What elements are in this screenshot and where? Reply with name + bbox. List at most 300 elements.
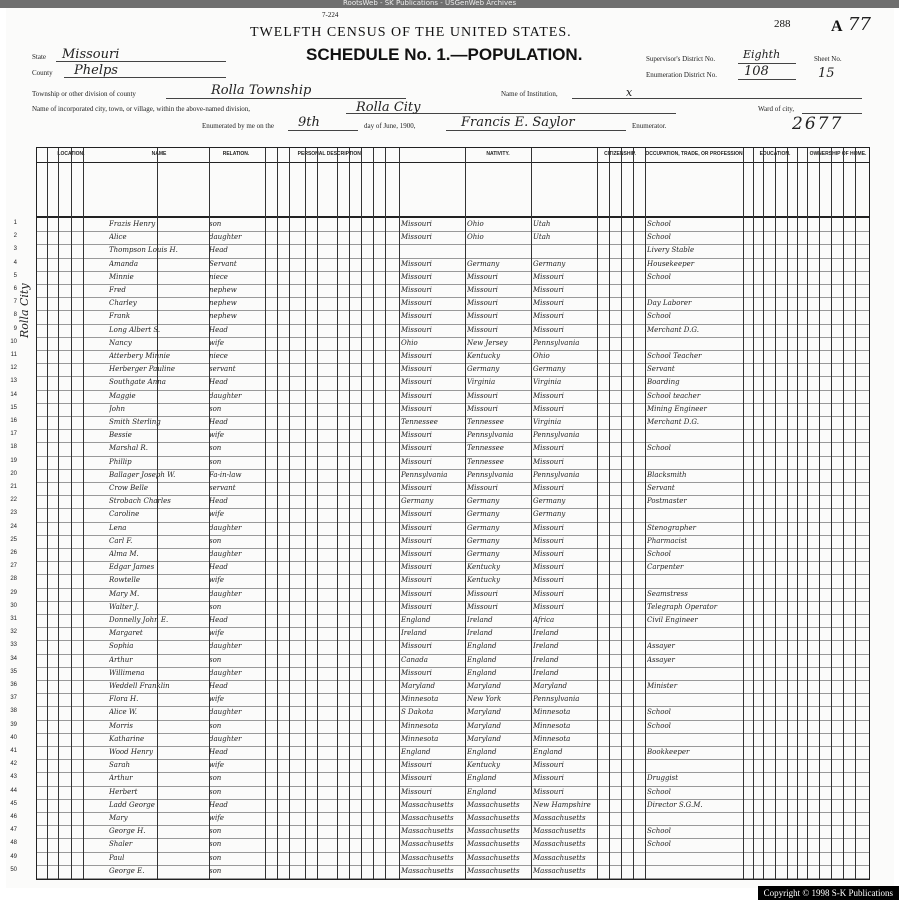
birthplace-cell: Missouri (401, 299, 432, 308)
column-rule (743, 148, 744, 879)
table-row (37, 561, 869, 574)
mother-birthplace-cell: Missouri (533, 787, 564, 796)
relation-cell: daughter (209, 668, 242, 677)
table-row (37, 825, 869, 838)
header-name: NAME (151, 151, 167, 157)
column-rule (645, 148, 646, 879)
father-birthplace-cell: Ireland (467, 616, 493, 624)
name-cell: Sarah (109, 761, 130, 770)
mother-birthplace-cell: Utah (533, 220, 551, 228)
occupation-cell: School (647, 220, 671, 228)
table-row (37, 310, 869, 323)
birthplace-cell: Missouri (401, 378, 432, 387)
birthplace-cell: Germany (401, 497, 434, 506)
line-number: 14 (10, 391, 17, 398)
relation-cell: son (209, 721, 222, 730)
mother-birthplace-cell: Missouri (533, 404, 564, 413)
father-birthplace-cell: Ohio (467, 220, 484, 228)
table-row (37, 680, 869, 693)
archive-banner (0, 0, 899, 8)
name-cell: Wood Henry (109, 748, 153, 756)
line-number: 34 (10, 655, 17, 662)
father-birthplace-cell: Missouri (467, 286, 498, 294)
mother-birthplace-cell: Germany (533, 510, 566, 519)
copyright-notice: Copyright © 1998 S-K Publications (758, 886, 899, 900)
mother-birthplace-cell: Missouri (533, 457, 564, 466)
mother-birthplace-cell: Massachusetts (533, 814, 586, 822)
relation-cell: Head (209, 682, 228, 690)
father-birthplace-cell: England (467, 787, 497, 796)
birthplace-cell: Missouri (401, 510, 432, 519)
line-number: 26 (10, 550, 17, 556)
relation-cell: son (209, 787, 222, 796)
occupation-cell: School (647, 708, 671, 717)
father-birthplace-cell: Kentucky (467, 352, 501, 360)
occupation-cell: Director S.G.M. (647, 800, 703, 809)
occupation-cell: Servant (647, 484, 675, 492)
father-birthplace-cell: Massachusetts (467, 827, 520, 836)
column-rule (289, 148, 290, 879)
mother-birthplace-cell: Missouri (533, 299, 564, 308)
line-number: 38 (10, 708, 17, 715)
birthplace-cell: Tennessee (401, 418, 438, 426)
column-rule (621, 148, 622, 879)
name-cell: George H. (109, 827, 146, 836)
father-birthplace-cell: Germany (467, 523, 500, 532)
name-cell: Arthur (109, 774, 133, 783)
birthplace-cell: Missouri (401, 259, 432, 268)
table-row (37, 588, 869, 601)
birthplace-cell: Missouri (401, 774, 432, 783)
relation-cell: Head (209, 325, 228, 334)
occupation-cell: School Teacher (647, 352, 702, 360)
relation-cell: daughter (209, 734, 242, 743)
name-cell: Margaret (109, 629, 143, 638)
relation-cell: servant (209, 484, 236, 492)
name-cell: Alma M. (109, 550, 139, 558)
birthplace-cell: Missouri (401, 233, 432, 242)
mother-birthplace-cell: Pennsylvania (533, 470, 580, 479)
mother-birthplace-cell: Missouri (533, 550, 564, 558)
name-cell: Amanda (109, 259, 139, 268)
relation-cell: nephew (209, 286, 237, 294)
name-cell: Morris (109, 721, 133, 730)
occupation-cell: School (647, 550, 671, 558)
relation-cell: wife (209, 510, 224, 519)
line-number: 2 (13, 233, 17, 240)
occupation-cell: Seamstress (647, 589, 688, 598)
father-birthplace-cell: Massachusetts (467, 840, 520, 849)
column-rule (83, 148, 84, 879)
mother-birthplace-cell: Ireland (533, 655, 559, 664)
column-rule (819, 148, 820, 879)
relation-cell: nephew (209, 312, 237, 321)
mother-birthplace-cell: Missouri (533, 391, 564, 400)
occupation-cell: School (647, 312, 671, 321)
relation-cell: daughter (209, 642, 242, 651)
table-row (37, 297, 869, 310)
relation-cell: Head (209, 800, 228, 809)
line-number: 30 (10, 602, 17, 609)
relation-cell: son (209, 827, 222, 836)
mother-birthplace-cell: Maryland (533, 682, 568, 690)
occupation-cell: Assayer (647, 655, 675, 664)
birthplace-cell: Missouri (401, 642, 432, 651)
father-birthplace-cell: Pennsylvania (467, 470, 514, 479)
relation-cell: niece (209, 272, 228, 281)
table-row (37, 733, 869, 746)
name-cell: Edgar James (109, 563, 155, 572)
column-rule (831, 148, 832, 879)
city-value: Rolla City (356, 100, 421, 115)
mother-birthplace-cell: England (533, 748, 563, 756)
birthplace-cell: Missouri (401, 484, 432, 492)
table-row (37, 535, 869, 548)
relation-cell: Fa-in-law (209, 470, 242, 479)
line-number: 40 (10, 734, 17, 741)
line-number: 4 (13, 259, 17, 266)
birthplace-cell: Missouri (401, 457, 432, 466)
birthplace-cell: Missouri (401, 602, 432, 611)
relation-cell: servant (209, 365, 236, 374)
line-number: 3 (13, 246, 17, 253)
occupation-cell: Telegraph Operator (647, 602, 718, 611)
occupation-cell: Pharmacist (647, 536, 688, 545)
father-birthplace-cell: Maryland (467, 682, 502, 690)
birthplace-cell: England (401, 616, 431, 624)
name-cell: Frank (109, 312, 131, 321)
header-personal: PERSONAL DESCRIPTION. (297, 151, 363, 157)
line-number: 31 (10, 616, 17, 622)
mother-birthplace-cell: Missouri (533, 576, 564, 585)
father-birthplace-cell: England (467, 748, 497, 756)
birthplace-cell: Minnesota (401, 734, 439, 743)
father-birthplace-cell: Massachusetts (467, 866, 520, 875)
table-row (37, 442, 869, 455)
mother-birthplace-cell: Minnesota (533, 708, 571, 717)
district-label: Enumeration District No. (646, 71, 717, 79)
name-cell: Crow Belle (109, 484, 149, 492)
line-number: 42 (10, 761, 17, 768)
line-number: 50 (10, 866, 17, 873)
table-row (37, 667, 869, 680)
mother-birthplace-cell: Massachusetts (533, 840, 586, 849)
name-cell: Ladd George (109, 800, 155, 809)
page-number: 288 (774, 18, 791, 30)
birthplace-cell: Missouri (401, 404, 432, 413)
supervisor-label: Supervisor's District No. (646, 55, 716, 63)
father-birthplace-cell: Maryland (467, 708, 502, 717)
table-row (37, 838, 869, 851)
father-birthplace-cell: Missouri (467, 299, 498, 308)
relation-cell: Head (209, 497, 228, 506)
name-cell: Frazis Henry (109, 220, 156, 228)
birthplace-cell: Missouri (401, 550, 432, 558)
table-row (37, 640, 869, 653)
relation-cell: daughter (209, 391, 242, 400)
line-number: 36 (10, 682, 17, 688)
father-birthplace-cell: Germany (467, 497, 500, 506)
column-rule (807, 148, 808, 879)
birthplace-cell: Massachusetts (401, 853, 454, 862)
header-location: LOCATION. (57, 151, 85, 157)
line-number: 24 (10, 523, 17, 530)
line-number: 48 (10, 840, 17, 847)
birthplace-cell: Missouri (401, 272, 432, 281)
father-birthplace-cell: Maryland (467, 721, 502, 730)
birthplace-cell: Missouri (401, 391, 432, 400)
mother-birthplace-cell: Massachusetts (533, 827, 586, 836)
father-birthplace-cell: Massachusetts (467, 853, 520, 862)
column-rule (531, 148, 532, 879)
name-cell: George E. (109, 866, 145, 875)
table-row (37, 456, 869, 469)
name-cell: Willimena (109, 668, 145, 677)
occupation-cell: Assayer (647, 642, 675, 651)
enum-day: 9th (298, 115, 320, 130)
father-birthplace-cell: Germany (467, 365, 500, 374)
line-number: 41 (10, 748, 17, 754)
father-birthplace-cell: Missouri (467, 484, 498, 492)
census-form (6, 8, 894, 888)
birthplace-cell: Ohio (401, 338, 418, 347)
occupation-cell: Druggist (647, 774, 679, 783)
column-rule (361, 148, 362, 879)
header-citizenship: CITIZENSHIP. (604, 151, 636, 157)
birthplace-cell: Missouri (401, 365, 432, 374)
birthplace-cell: Missouri (401, 352, 432, 360)
banner-text: RootsWeb - SK Publications - USGenWeb Archives (343, 0, 517, 7)
line-number: 12 (10, 365, 17, 372)
column-rule (277, 148, 278, 879)
name-cell: Marshal R. (109, 444, 148, 453)
column-rule (385, 148, 386, 879)
name-cell: Mary M. (109, 589, 140, 598)
father-birthplace-cell: Kentucky (467, 563, 501, 572)
header-education: EDUCATION. (759, 151, 791, 157)
line-number: 17 (10, 431, 17, 438)
birthplace-cell: Missouri (401, 431, 432, 440)
relation-cell: son (209, 866, 222, 875)
enum-label-2: day of June, 1900, (364, 122, 416, 130)
line-number: 6 (13, 286, 17, 292)
stamp-number: 2677 (792, 114, 844, 134)
father-birthplace-cell: Tennessee (467, 457, 504, 466)
header-ownership: OWNERSHIP OF HOME. (809, 151, 867, 157)
father-birthplace-cell: Germany (467, 536, 500, 545)
enum-label-1: Enumerated by me on the (202, 122, 274, 130)
table-row (37, 337, 869, 350)
name-cell: Donnelly John E. (109, 616, 169, 624)
occupation-cell: Merchant D.G. (647, 418, 699, 426)
father-birthplace-cell: Germany (467, 510, 500, 519)
birthplace-cell: England (401, 748, 431, 756)
father-birthplace-cell: Germany (467, 259, 500, 268)
table-row (37, 429, 869, 442)
table-row (37, 812, 869, 825)
relation-cell: wife (209, 761, 224, 770)
father-birthplace-cell: Virginia (467, 378, 496, 387)
mother-birthplace-cell: Missouri (533, 761, 564, 770)
occupation-cell: Carpenter (647, 563, 684, 572)
relation-cell: son (209, 840, 222, 849)
line-number: 13 (10, 378, 17, 385)
occupation-cell: School (647, 827, 671, 836)
birthplace-cell: Massachusetts (401, 827, 454, 836)
relation-cell: wife (209, 695, 224, 704)
relation-cell: daughter (209, 233, 242, 242)
mother-birthplace-cell: Germany (533, 365, 566, 374)
table-row (37, 601, 869, 614)
name-cell: Minnie (109, 272, 134, 281)
birthplace-cell: Ireland (401, 629, 427, 638)
township-label: Township or other division of county (32, 90, 136, 98)
occupation-cell: School (647, 840, 671, 849)
mother-birthplace-cell: Missouri (533, 444, 564, 453)
table-row (37, 522, 869, 535)
occupation-cell: Bookkeeper (647, 748, 690, 756)
sheet-label: Sheet No. (814, 55, 842, 63)
occupation-cell: Day Laborer (647, 299, 692, 308)
mother-birthplace-cell: Missouri (533, 286, 564, 294)
birthplace-cell: S Dakota (401, 708, 434, 717)
mother-birthplace-cell: Pennsylvania (533, 431, 580, 440)
name-cell: Strobach Charles (109, 497, 171, 506)
name-cell: Walter J. (109, 602, 140, 611)
birthplace-cell: Massachusetts (401, 866, 454, 875)
column-rule (373, 148, 374, 879)
district-value: 108 (744, 64, 769, 79)
column-rule (597, 148, 598, 879)
name-cell: Long Albert S. (109, 325, 161, 334)
line-number: 22 (10, 497, 17, 504)
line-number: 35 (10, 668, 17, 675)
supervisor-value: Eighth (743, 48, 781, 61)
birthplace-cell: Missouri (401, 523, 432, 532)
line-number: 39 (10, 721, 17, 728)
birthplace-cell: Missouri (401, 576, 432, 585)
name-cell: Thompson Louis H. (109, 246, 178, 255)
line-number: 28 (10, 576, 17, 583)
birthplace-cell: Minnesota (401, 695, 439, 704)
state-label: State (32, 53, 46, 61)
name-cell: Paul (109, 853, 125, 862)
birthplace-cell: Massachusetts (401, 800, 454, 809)
name-cell: Nancy (109, 338, 132, 347)
table-row (37, 350, 869, 363)
table-row (37, 772, 869, 785)
mother-birthplace-cell: Missouri (533, 484, 564, 492)
table-row (37, 482, 869, 495)
occupation-cell: Civil Engineer (647, 616, 698, 624)
father-birthplace-cell: Missouri (467, 602, 498, 611)
mother-birthplace-cell: New Hampshire (533, 800, 591, 809)
birthplace-cell: Massachusetts (401, 814, 454, 822)
table-row (37, 244, 869, 257)
name-cell: Caroline (109, 510, 140, 519)
mother-birthplace-cell: Utah (533, 233, 551, 242)
relation-cell: son (209, 404, 222, 413)
table-row (37, 390, 869, 403)
relation-cell: son (209, 602, 222, 611)
relation-cell: son (209, 655, 222, 664)
census-title: TWELFTH CENSUS OF THE UNITED STATES. (250, 25, 572, 40)
line-number: 46 (10, 814, 17, 820)
name-cell: Katharine (109, 734, 145, 743)
relation-cell: niece (209, 352, 228, 360)
enum-label-3: Enumerator. (632, 122, 667, 130)
occupation-cell: Mining Engineer (647, 404, 707, 413)
father-birthplace-cell: Tennessee (467, 418, 504, 426)
county-label: County (32, 69, 53, 77)
occupation-cell: School (647, 272, 671, 281)
name-cell: Shaler (109, 840, 133, 849)
name-cell: Bessie (109, 431, 132, 440)
column-rule (317, 148, 318, 879)
relation-cell: daughter (209, 523, 242, 532)
birthplace-cell: Minnesota (401, 721, 439, 730)
occupation-cell: Servant (647, 365, 675, 374)
line-number: 1 (13, 220, 17, 226)
table-row (37, 416, 869, 429)
column-rule (265, 148, 266, 879)
institution-label: Name of Institution, (501, 90, 558, 98)
table-row (37, 495, 869, 508)
mother-birthplace-cell: Ireland (533, 668, 559, 677)
father-birthplace-cell: Missouri (467, 404, 498, 413)
mother-birthplace-cell: Pennsylvania (533, 695, 580, 704)
mother-birthplace-cell: Missouri (533, 312, 564, 321)
header-nativity: NATIVITY. (486, 151, 510, 157)
birthplace-cell: Missouri (401, 444, 432, 453)
father-birthplace-cell: Missouri (467, 391, 498, 400)
table-row (37, 865, 869, 878)
father-birthplace-cell: Missouri (467, 272, 498, 281)
name-cell: Southgate Anna (109, 378, 166, 387)
mother-birthplace-cell: Massachusetts (533, 866, 586, 875)
occupation-cell: Blacksmith (647, 470, 687, 479)
occupation-cell: Stenographer (647, 523, 696, 532)
father-birthplace-cell: New York (467, 695, 502, 704)
relation-cell: son (209, 536, 222, 545)
line-number: 19 (10, 457, 17, 464)
table-row (37, 720, 869, 733)
table-row (37, 759, 869, 772)
father-birthplace-cell: Germany (467, 550, 500, 558)
table-row (37, 852, 869, 865)
institution-value: x (626, 86, 633, 99)
column-rule (797, 148, 798, 879)
relation-cell: son (209, 220, 222, 228)
relation-cell: Head (209, 246, 228, 255)
name-cell: Phillip (109, 457, 132, 466)
birthplace-cell: Missouri (401, 325, 432, 334)
column-rule (209, 148, 210, 879)
name-cell: Herbert (109, 787, 138, 796)
mother-birthplace-cell: Pennsylvania (533, 338, 580, 347)
father-birthplace-cell: Pennsylvania (467, 431, 514, 440)
birthplace-cell: Missouri (401, 787, 432, 796)
column-rule (157, 148, 158, 879)
mother-birthplace-cell: Germany (533, 259, 566, 268)
column-rule (337, 148, 338, 879)
name-cell: Herberger Pauline (109, 365, 175, 374)
father-birthplace-cell: Ireland (467, 629, 493, 638)
father-birthplace-cell: Tennessee (467, 444, 504, 453)
mother-birthplace-cell: Missouri (533, 536, 564, 545)
name-cell: Mary (109, 814, 128, 822)
relation-cell: nephew (209, 299, 237, 308)
